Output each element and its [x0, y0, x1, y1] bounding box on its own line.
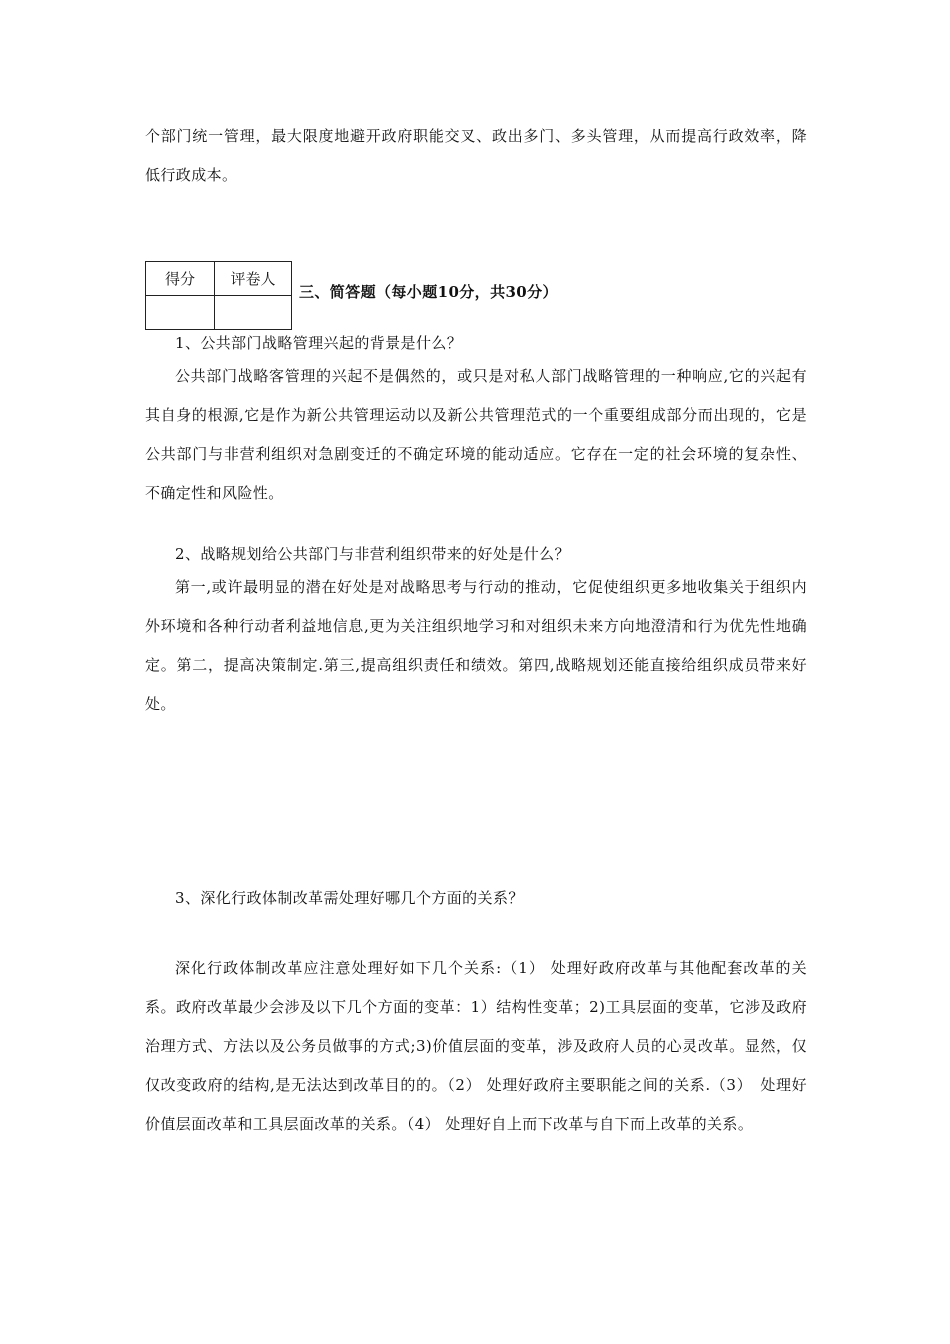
score-table [145, 261, 292, 330]
intro-paragraph: 个部门统一管理，最大限度地避开政府职能交叉、政出多门、多头管理，从而提高行政效率，降低行政成本。 [145, 127, 807, 184]
score-header: 得分 [146, 262, 215, 296]
question-2-answer: 第一,或许最明显的潜在好处是对战略思考与行动的推动，它促使组织更多地收集关于组织内外环境和各种行动者利益地信息,更为关注组织地学习和对组织未来方向地澄清和行为优先性地确定。第二，提高决策制定.第三,提高组织责任和绩效。第四,战略规划还能直接给组织成员带来好处。 [145, 578, 807, 713]
grader-cell [215, 296, 292, 330]
section-title: 三、简答题（每小题10分，共30分） [299, 283, 558, 301]
question-1-title: 1、公共部门战略管理兴起的背景是什么？ [175, 334, 463, 352]
question-3-answer: 深化行政体制改革应注意处理好如下几个关系:（1） 处理好政府改革与其他配套改革的关系。政府改革最少会涉及以下几个方面的变革：1）结构性变革；2)工具层面的变革，它涉及政府治理方式、方法以及公务员做事的方式;3)价值层面的变革，涉及政府人员的心灵改革。显然，仅仅改变政府的结构,是无法达到改革目的的。（2） 处理好政府主要职能之间的关系.（3） 处理好价值层面改革和工具层面改革的关系。（4） 处理好自上而下改革与自下而上改革的关系。 [145, 959, 807, 1133]
question-1-answer: 公共部门战略客管理的兴起不是偶然的，或只是对私人部门战略管理的一种响应,它的兴起有其自身的根源,它是作为新公共管理运动以及新公共管理范式的一个重要组成部分而出现的，它是公共部门与非营利组织对急剧变迁的不确定环境的能动适应。它存在一定的社会环境的复杂性、不确定性和风险性。 [145, 367, 807, 502]
question-2-title: 2、战略规划给公共部门与非营利组织带来的好处是什么？ [175, 545, 570, 563]
score-cell [146, 296, 215, 330]
grader-header: 评卷人 [215, 262, 292, 296]
question-3-title: 3、深化行政体制改革需处理好哪几个方面的关系？ [175, 889, 524, 907]
